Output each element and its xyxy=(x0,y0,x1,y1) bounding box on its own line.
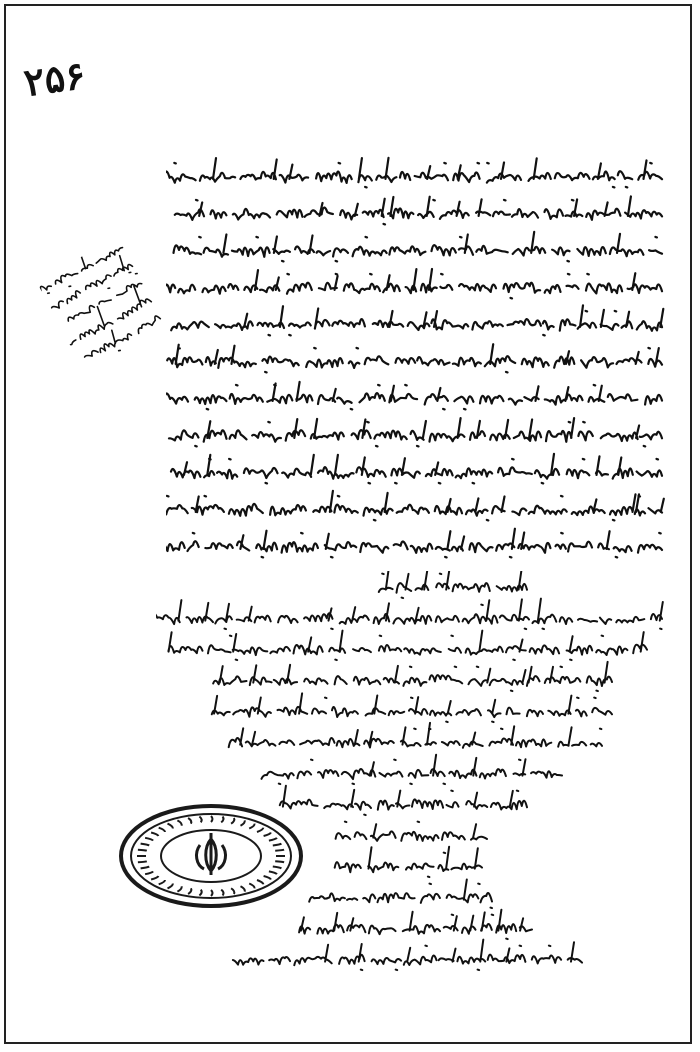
handwritten-line xyxy=(166,489,666,526)
main-text-block xyxy=(166,156,666,563)
handwriting-strokes xyxy=(166,304,666,341)
handwriting-strokes xyxy=(166,489,666,526)
handwritten-line xyxy=(166,230,666,267)
handwriting-strokes xyxy=(166,156,666,193)
colophon-line xyxy=(262,755,563,784)
emblem-icon xyxy=(197,833,226,875)
margin-note-line xyxy=(36,234,127,307)
handwritten-line xyxy=(166,267,666,304)
colophon-line xyxy=(379,571,527,598)
colophon-line xyxy=(280,786,527,815)
margin-note-line xyxy=(45,252,137,317)
colophon-line xyxy=(309,880,492,909)
handwriting-strokes xyxy=(166,378,666,415)
colophon-line xyxy=(335,847,482,877)
handwriting-strokes xyxy=(166,452,666,489)
margin-note-line xyxy=(36,282,152,359)
handwritten-line xyxy=(166,378,666,415)
colophon-line xyxy=(156,599,663,630)
margin-note-line xyxy=(80,308,165,367)
handwriting-strokes xyxy=(166,193,666,230)
handwritten-line xyxy=(166,156,666,193)
colophon-line xyxy=(229,723,602,748)
colophon-line xyxy=(212,693,612,722)
handwriting-strokes xyxy=(166,267,666,304)
handwritten-line xyxy=(166,341,666,378)
colophon-line xyxy=(336,822,487,841)
handwritten-line xyxy=(166,415,666,452)
handwritten-line xyxy=(166,193,666,230)
handwriting-strokes xyxy=(166,415,666,452)
colophon-block xyxy=(156,571,676,991)
margin-note xyxy=(36,234,176,378)
handwritten-line xyxy=(166,452,666,489)
handwritten-line xyxy=(166,526,666,563)
colophon-line xyxy=(233,940,582,971)
library-seal-stamp xyxy=(116,801,306,911)
page-frame xyxy=(4,4,692,1044)
handwritten-line xyxy=(166,304,666,341)
handwriting-strokes xyxy=(166,526,666,563)
colophon-line xyxy=(299,910,532,939)
folio-number: ۲۵۶ xyxy=(21,51,89,106)
handwriting-strokes xyxy=(166,230,666,267)
colophon-handwriting xyxy=(156,571,676,991)
margin-note-handwriting xyxy=(36,234,176,378)
colophon-line xyxy=(213,662,612,691)
colophon-line xyxy=(168,631,647,661)
seal-icon xyxy=(116,801,306,911)
handwriting-strokes xyxy=(166,341,666,378)
